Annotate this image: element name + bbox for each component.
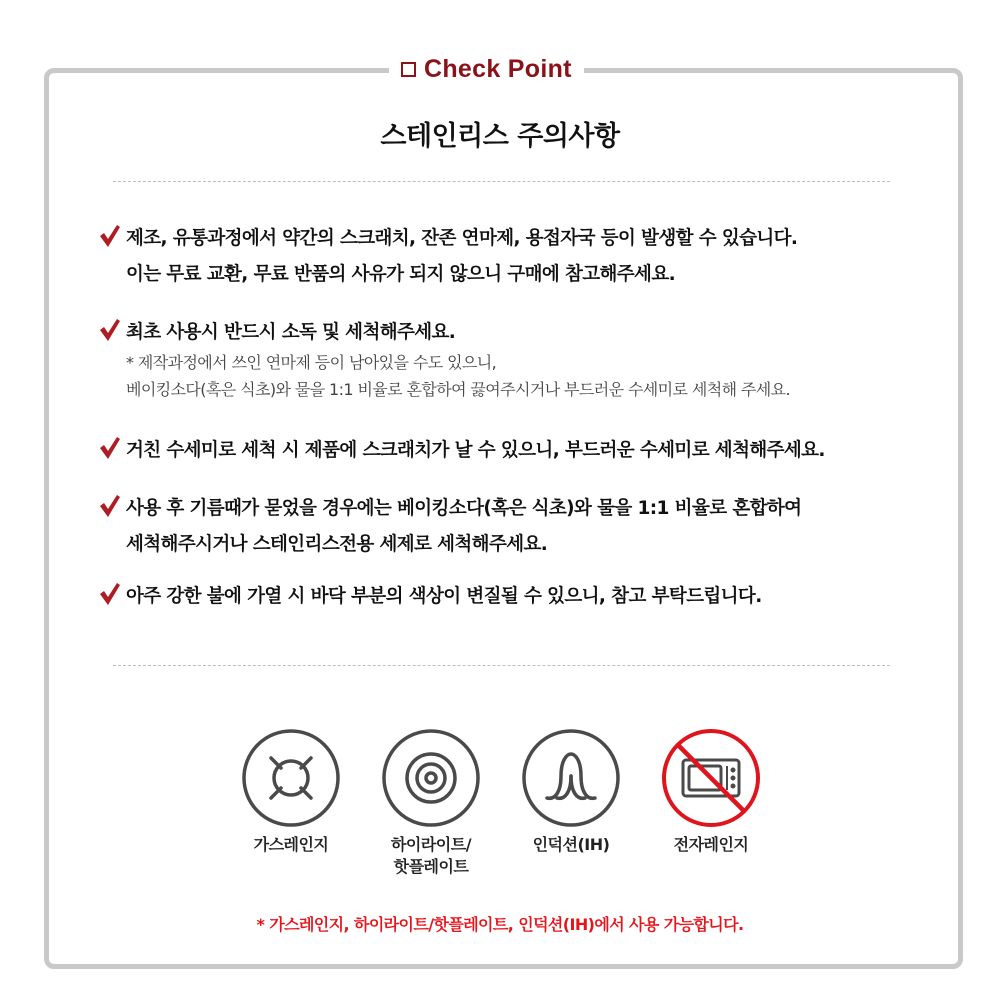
checkmark-icon: [98, 494, 122, 518]
item-text: 이는 무료 교환, 무료 반품의 사유가 되지 않으니 구매에 참고해주세요.: [126, 264, 676, 285]
item-text: 세척해주시거나 스테인리스전용 세제로 세척해주세요.: [126, 534, 548, 555]
item-text: 사용 후 기름때가 묻었을 경우에는 베이킹소다(혹은 식초)와 물을 1:1 비율로 혼합하여: [126, 498, 802, 519]
check-point-badge: [389, 50, 584, 88]
highlight-hotplate-icon: [381, 728, 481, 828]
footnote: * 가스레인지, 하이라이트/핫플레이트, 인덕션(IH)에서 사용 가능합니다.: [256, 915, 744, 934]
checkmark-icon: [98, 224, 122, 248]
icon-label-gas-stove: 가스레인지: [253, 835, 329, 854]
checkmark-icon: [98, 318, 122, 342]
checkmark-icon: [98, 582, 122, 606]
icon-label-microwave: 전자레인지: [673, 835, 749, 854]
item-note: * 제작과정에서 쓰인 연마제 등이 남아있을 수도 있으니,: [126, 353, 497, 372]
microwave-icon: [661, 728, 761, 828]
icon-label-highlight-hotplate: 하이라이트/ 핫플레이트: [390, 835, 472, 876]
badge-label: Check Point: [424, 54, 572, 83]
item-text: 최초 사용시 반드시 소독 및 세척해주세요.: [126, 322, 456, 343]
induction-icon: [521, 728, 621, 828]
divider-top: [113, 181, 890, 182]
item-text: 아주 강한 불에 가열 시 바닥 부분의 색상이 변질될 수 있으니, 참고 부탁드립니다.: [126, 586, 762, 607]
divider-bottom: [113, 665, 890, 666]
checkmark-icon: [98, 436, 122, 460]
item-text: 거친 수세미로 세척 시 제품에 스크래치가 날 수 있으니, 부드러운 수세미로 세척해주세요.: [126, 440, 825, 461]
gas-stove-icon: [241, 728, 341, 828]
item-note: 베이킹소다(혹은 식초)와 물을 1:1 비율로 혼합하여 끓여주시거나 부드러운 수세미로 세척해 주세요.: [126, 380, 790, 399]
icon-label-induction: 인덕션(IH): [532, 835, 610, 854]
page-title: 스테인리스 주의사항: [380, 121, 620, 152]
square-icon: [401, 62, 416, 77]
item-text: 제조, 유통과정에서 약간의 스크래치, 잔존 연마제, 용접자국 등이 발생할 수 있습니다.: [126, 228, 798, 249]
